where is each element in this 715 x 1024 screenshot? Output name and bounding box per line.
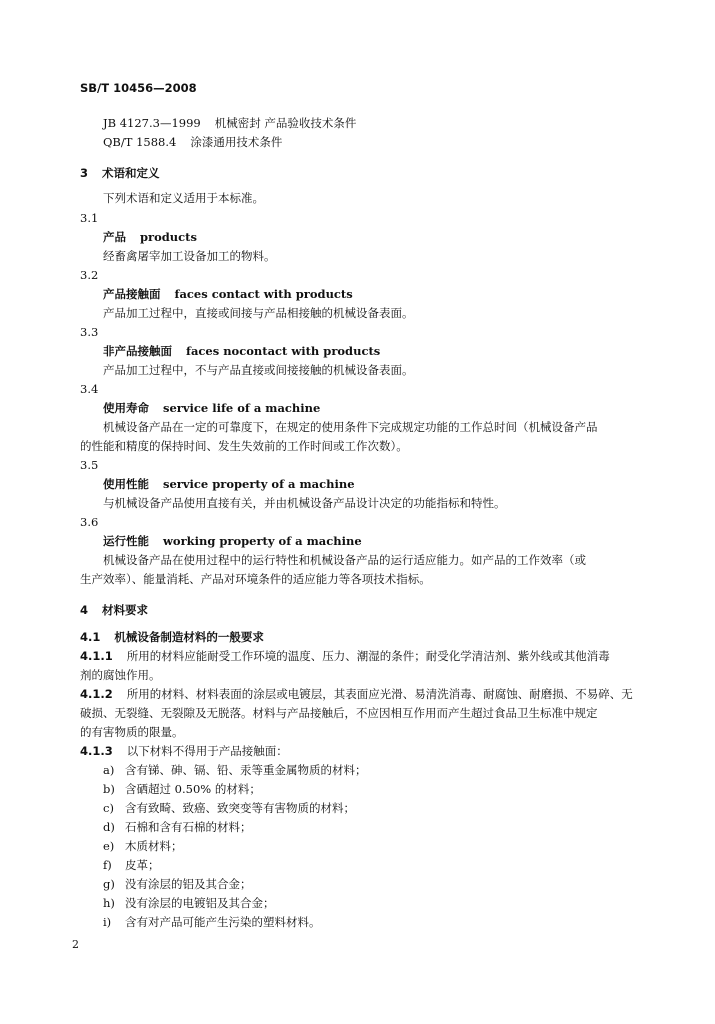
list-text: 没有涂层的电镀铝及其合金； xyxy=(125,896,275,910)
clause-4-1-1 xyxy=(80,649,610,664)
term-zh: 产品 xyxy=(103,230,126,244)
list-item xyxy=(103,839,183,854)
term-number: 3.6 xyxy=(80,515,99,529)
page-number: 2 xyxy=(72,938,79,951)
clause-number: 4.1.1 xyxy=(80,649,113,663)
term-definition: 经畜禽屠宰加工设备加工的物料。 xyxy=(103,249,276,263)
reference-item xyxy=(103,135,282,150)
list-label: f) xyxy=(103,858,112,872)
term-definition: 产品加工过程中，不与产品直接或间接接触的机械设备表面。 xyxy=(103,363,414,377)
subsection-number: 4.1 xyxy=(80,630,101,644)
list-text: 含有锑、砷、镉、铅、汞等重金属物质的材料； xyxy=(125,763,367,777)
term-definition: 机械设备产品在一定的可靠度下，在规定的使用条件下完成规定功能的工作总时间（机械设备产品 xyxy=(103,420,598,434)
clause-4-1-3 xyxy=(80,744,288,759)
list-item xyxy=(103,782,261,797)
list-text: 木质材料； xyxy=(125,839,183,853)
reference-code: JB 4127.3—1999 xyxy=(103,116,201,130)
subsection-heading xyxy=(80,630,264,645)
list-item xyxy=(103,896,275,911)
term-title xyxy=(103,534,362,549)
list-text: 皮革； xyxy=(125,858,160,872)
term-en: working property of a machine xyxy=(163,534,362,548)
clause-number: 4.1.3 xyxy=(80,744,113,758)
reference-item xyxy=(103,116,356,131)
term-en: faces contact with products xyxy=(174,287,353,301)
section-heading-4 xyxy=(80,603,148,618)
reference-title: 机械密封 产品验收技术条件 xyxy=(214,116,357,130)
section-heading-3 xyxy=(80,166,160,181)
reference-code: QB/T 1588.4 xyxy=(103,135,177,149)
list-text: 没有涂层的铝及其合金； xyxy=(125,877,252,891)
clause-text: 所用的材料、材料表面的涂层或电镀层，其表面应光滑、易清洗消毒、耐腐蚀、耐磨损、不易碎、无 xyxy=(126,687,633,701)
term-title xyxy=(103,401,320,416)
term-number: 3.4 xyxy=(80,382,99,396)
term-title xyxy=(103,287,353,302)
term-number: 3.3 xyxy=(80,325,99,339)
list-text: 含有对产品可能产生污染的塑料材料。 xyxy=(125,915,321,929)
list-item xyxy=(103,915,321,930)
list-item xyxy=(103,858,160,873)
term-number: 3.5 xyxy=(80,458,99,472)
clause-4-1-2 xyxy=(80,687,633,702)
term-zh: 运行性能 xyxy=(103,534,149,548)
term-title xyxy=(103,477,355,492)
section-intro: 下列术语和定义适用于本标准。 xyxy=(103,191,264,205)
list-label: i) xyxy=(103,915,112,929)
term-zh: 非产品接触面 xyxy=(103,344,172,358)
list-label: a) xyxy=(103,763,115,777)
term-en: service property of a machine xyxy=(163,477,355,491)
term-number: 3.1 xyxy=(80,211,99,225)
standard-code: SB/T 10456—2008 xyxy=(80,81,197,95)
section-number: 3 xyxy=(80,166,89,180)
section-title: 材料要求 xyxy=(102,603,148,617)
list-item xyxy=(103,820,252,835)
term-en: faces nocontact with products xyxy=(186,344,381,358)
list-label: d) xyxy=(103,820,115,834)
term-en: products xyxy=(140,230,197,244)
term-title xyxy=(103,230,197,245)
term-zh: 使用寿命 xyxy=(103,401,149,415)
clause-text-cont: 的有害物质的限量。 xyxy=(80,725,184,739)
list-item xyxy=(103,801,355,816)
term-zh: 使用性能 xyxy=(103,477,149,491)
list-label: e) xyxy=(103,839,115,853)
section-number: 4 xyxy=(80,603,89,617)
list-label: c) xyxy=(103,801,114,815)
term-definition: 产品加工过程中，直接或间接与产品相接触的机械设备表面。 xyxy=(103,306,414,320)
list-item xyxy=(103,763,367,778)
clause-number: 4.1.2 xyxy=(80,687,113,701)
clause-text-cont: 剂的腐蚀作用。 xyxy=(80,668,161,682)
term-title xyxy=(103,344,380,359)
clause-text: 以下材料不得用于产品接触面： xyxy=(126,744,288,758)
term-definition: 与机械设备产品使用直接有关，并由机械设备产品设计决定的功能指标和特性。 xyxy=(103,496,506,510)
term-definition-cont: 生产效率）、能量消耗、产品对环境条件的适应能力等各项技术指标。 xyxy=(80,572,431,586)
section-title: 术语和定义 xyxy=(102,166,160,180)
term-en: service life of a machine xyxy=(163,401,321,415)
reference-title: 涂漆通用技术条件 xyxy=(190,135,283,149)
list-label: h) xyxy=(103,896,115,910)
list-text: 石棉和含有石棉的材料； xyxy=(125,820,252,834)
subsection-title: 机械设备制造材料的一般要求 xyxy=(114,630,264,644)
clause-text-cont: 破损、无裂缝、无裂隙及无脱落。材料与产品接触后，不应因相互作用而产生超过食品卫生标准中规定 xyxy=(80,706,598,720)
list-label: b) xyxy=(103,782,115,796)
term-number: 3.2 xyxy=(80,268,99,282)
list-label: g) xyxy=(103,877,115,891)
list-text: 含硒超过 0.50% 的材料； xyxy=(125,782,261,796)
term-definition-cont: 的性能和精度的保持时间、发生失效前的工作时间或工作次数）。 xyxy=(80,439,408,453)
term-definition: 机械设备产品在使用过程中的运行特性和机械设备产品的运行适应能力。如产品的工作效率（或 xyxy=(103,553,586,567)
clause-text: 所用的材料应能耐受工作环境的温度、压力、潮湿的条件；耐受化学清洁剂、紫外线或其他消毒 xyxy=(126,649,610,663)
list-item xyxy=(103,877,252,892)
list-text: 含有致畸、致癌、致突变等有害物质的材料； xyxy=(125,801,355,815)
term-zh: 产品接触面 xyxy=(103,287,161,301)
